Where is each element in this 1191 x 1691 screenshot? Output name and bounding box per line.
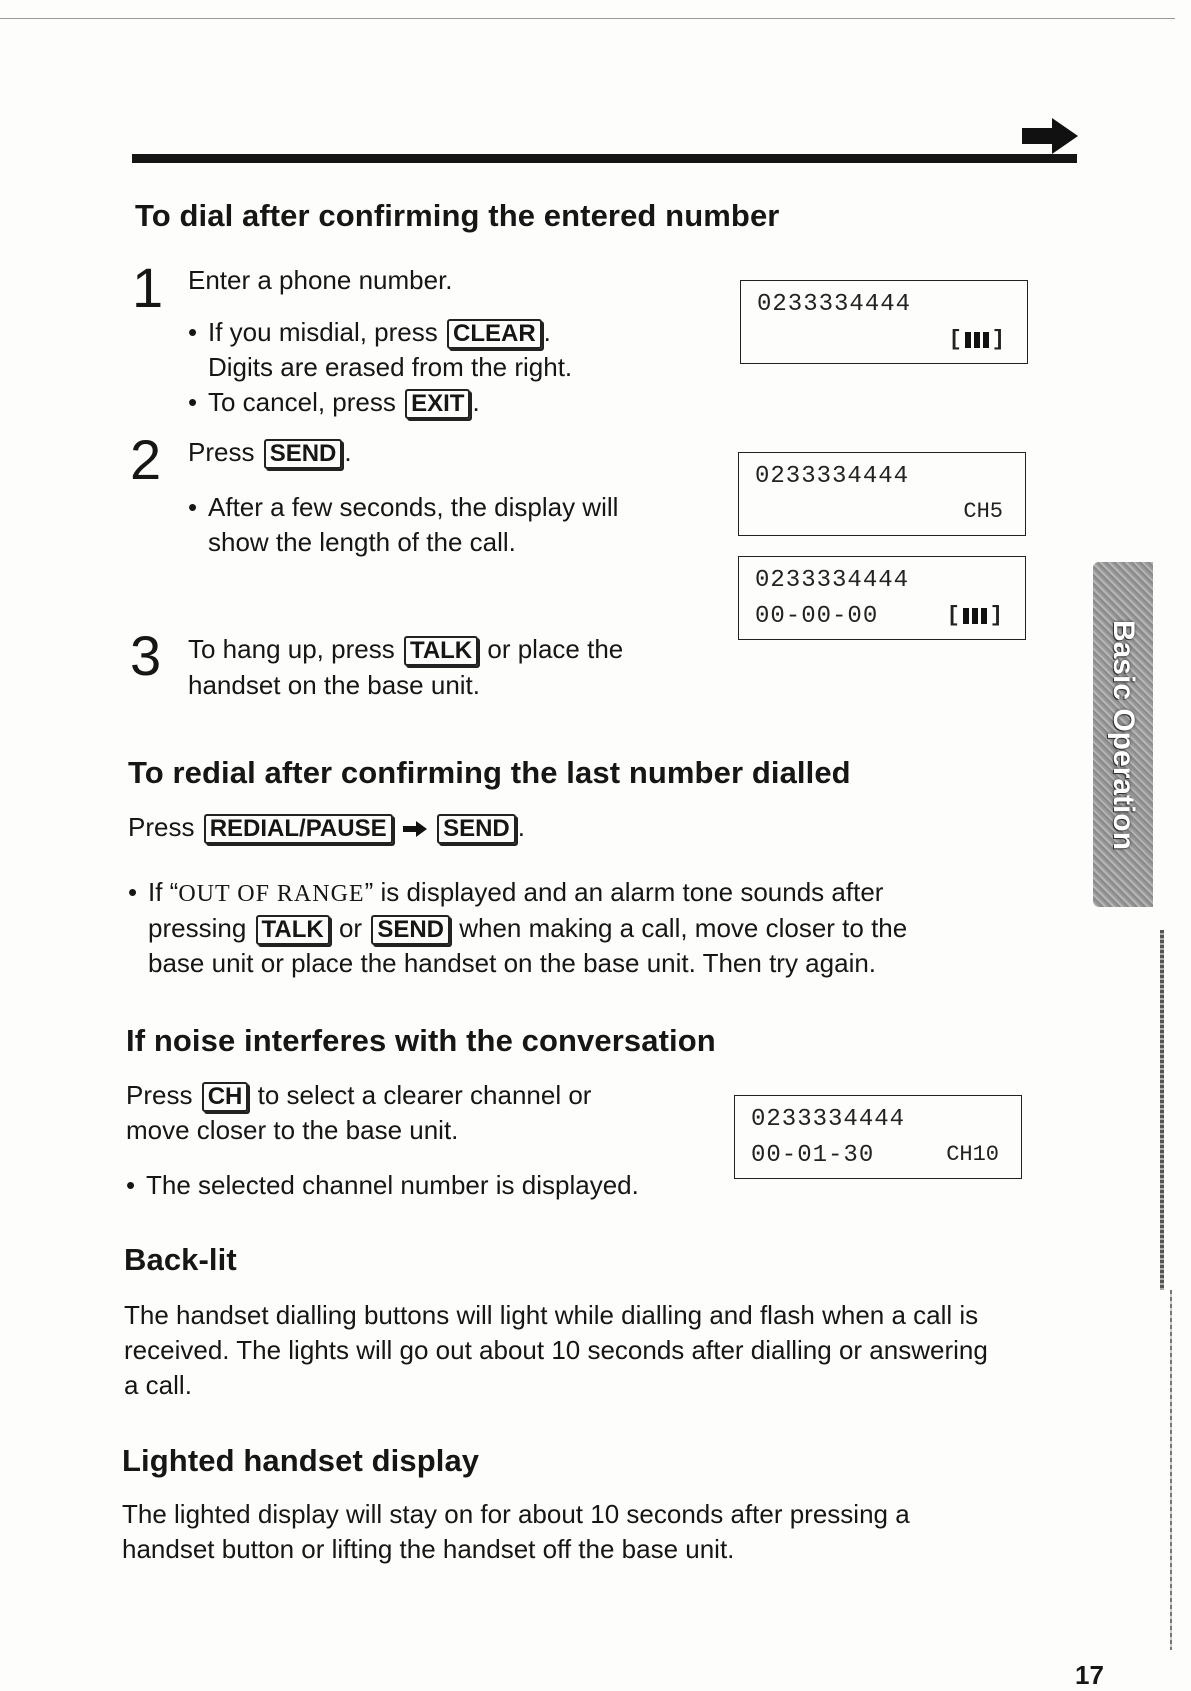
backlit-line3: a call. xyxy=(124,1370,192,1400)
section4-heading: Back-lit xyxy=(124,1242,237,1277)
step3-line2: handset on the base unit. xyxy=(188,670,481,700)
battery-icon: [ ] xyxy=(946,603,1003,628)
step1-text: Enter a phone number. xyxy=(188,265,453,295)
talk-key: TALK xyxy=(256,915,330,945)
page-edge-mark xyxy=(1160,930,1164,1290)
ch-key: CH xyxy=(202,1082,249,1112)
step2-bullet-line2: show the length of the call. xyxy=(208,527,516,557)
step2-text: Press SEND . xyxy=(188,437,352,467)
section3-heading: If noise interferes with the conversation xyxy=(126,1023,716,1058)
step1-bullet1: • If you misdial, press CLEAR . xyxy=(188,317,551,347)
noise-bullet: • The selected channel number is displayed. xyxy=(126,1170,639,1200)
step3-number: 3 xyxy=(130,624,162,687)
out-of-range-line2: pressing TALK or SEND when making a call, move closer to the xyxy=(148,913,908,943)
side-tab-basic-operation: Basic Operation xyxy=(1093,562,1153,907)
lcd-display-2: 0233334444 CH5 xyxy=(738,452,1026,536)
talk-key: TALK xyxy=(404,636,478,666)
noise-instruction: Press CH to select a clearer channel or xyxy=(126,1080,592,1110)
lcd-display-4: 0233334444 00-01-30 CH10 xyxy=(734,1095,1022,1179)
section-rule xyxy=(132,154,1077,163)
out-of-range-text: OUT OF RANGE xyxy=(178,881,365,907)
send-key: SEND xyxy=(371,915,450,945)
exit-key: EXIT xyxy=(405,389,470,419)
page-number: 17 xyxy=(1075,1660,1104,1690)
display-line1: The lighted display will stay on for about 10 seconds after pressing a xyxy=(122,1499,910,1529)
right-arrow-icon xyxy=(1020,116,1080,156)
noise-line2: move closer to the base unit. xyxy=(126,1115,459,1145)
step2-bullet: • After a few seconds, the display will xyxy=(188,492,619,522)
lcd-display-1: 0233334444 [ ] xyxy=(740,280,1028,364)
lcd-display-3: 0233334444 00-00-00 [ ] xyxy=(738,556,1026,640)
section2-heading: To redial after confirming the last number dialled xyxy=(128,755,851,790)
battery-icon: [ ] xyxy=(948,327,1005,352)
channel-indicator: CH5 xyxy=(963,499,1003,524)
channel-indicator: CH10 xyxy=(946,1142,999,1167)
call-timer: 00-01-30 xyxy=(751,1142,875,1169)
out-of-range-line3: base unit or place the handset on the base unit. Then try again. xyxy=(148,948,877,978)
call-timer: 00-00-00 xyxy=(755,603,879,630)
send-key: SEND xyxy=(437,814,516,844)
backlit-line2: received. The lights will go out about 10 seconds after dialling or answering xyxy=(124,1335,988,1365)
out-of-range-note: • If “OUT OF RANGE” is displayed and an alarm tone sounds after xyxy=(128,877,884,907)
step1-number: 1 xyxy=(132,256,164,319)
step1-bullet2: • To cancel, press EXIT . xyxy=(188,387,480,417)
step1-bullet1-line2: Digits are erased from the right. xyxy=(208,352,573,382)
page-edge-mark xyxy=(1170,1290,1172,1650)
step3-text: To hang up, press TALK or place the xyxy=(188,634,624,664)
top-rule xyxy=(0,18,1175,19)
section5-heading: Lighted handset display xyxy=(122,1443,480,1478)
right-arrow-icon xyxy=(402,821,428,837)
redial-instruction: Press REDIAL/PAUSE SEND . xyxy=(128,812,525,842)
redial-pause-key: REDIAL/PAUSE xyxy=(204,814,393,844)
send-key: SEND xyxy=(264,439,343,469)
section1-heading: To dial after confirming the entered number xyxy=(135,198,780,233)
display-line2: handset button or lifting the handset off the base unit. xyxy=(122,1534,735,1564)
step2-number: 2 xyxy=(130,428,162,491)
clear-key: CLEAR xyxy=(447,319,542,349)
backlit-line1: The handset dialling buttons will light while dialling and flash when a call is xyxy=(124,1300,979,1330)
